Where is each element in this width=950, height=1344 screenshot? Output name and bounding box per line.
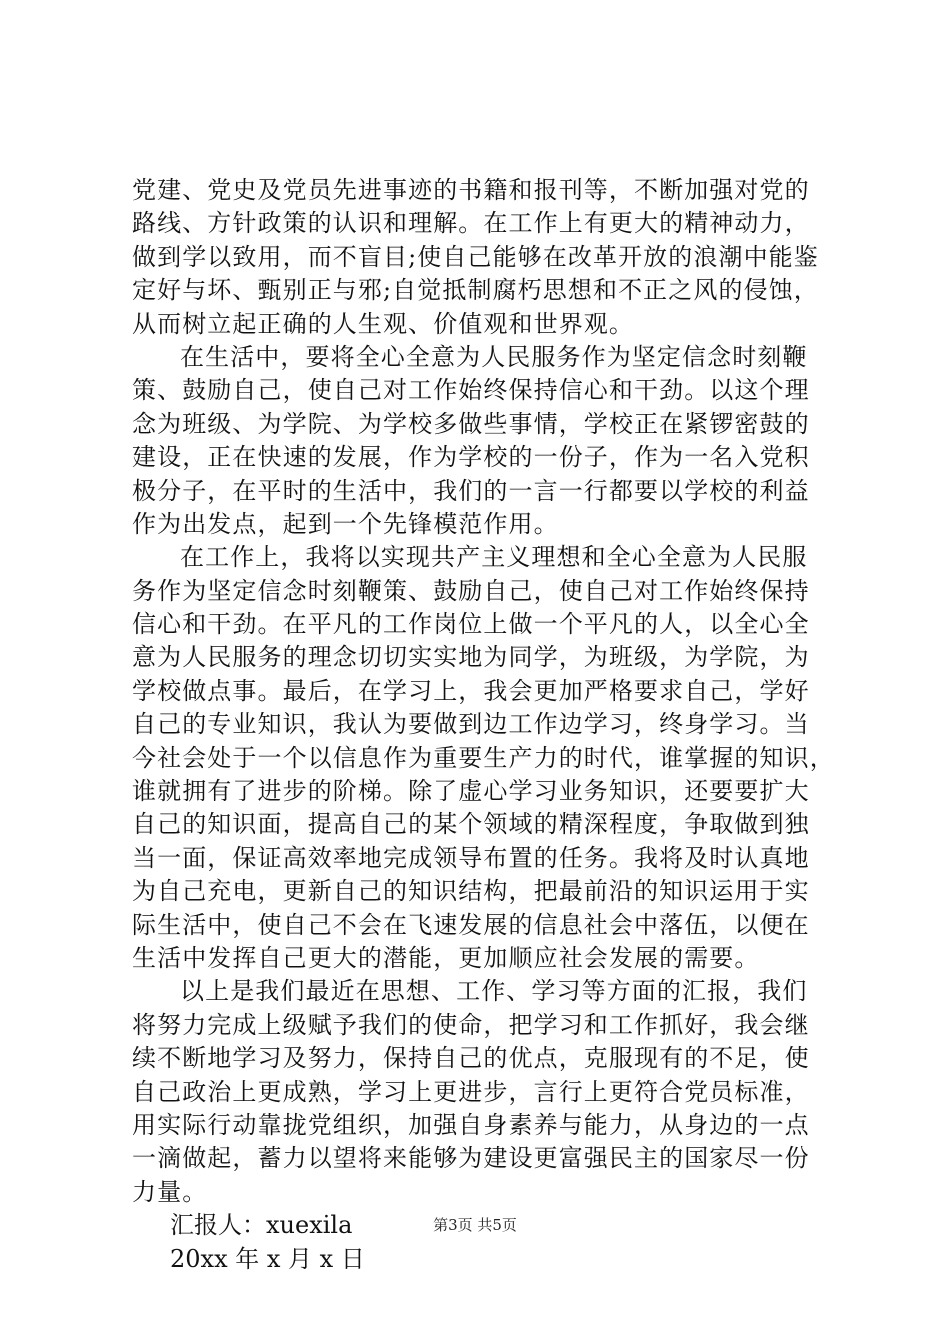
paragraph-3-line: 际生活中，使自己不会在飞速发展的信息社会中落伍，以便在 <box>132 910 810 939</box>
paragraph-3-line: 信心和干劲。在平凡的工作岗位上做一个平凡的人，以全心全 <box>132 610 810 639</box>
paragraph-3-line: 谁就拥有了进步的阶梯。除了虚心学习业务知识，还要要扩大 <box>132 777 810 806</box>
paragraph-3-line: 在工作上，我将以实现共产主义理想和全心全意为人民服 <box>180 543 808 572</box>
paragraph-4-line: 用实际行动靠拢党组织，加强自身素养与能力，从身边的一点 <box>132 1110 810 1139</box>
paragraph-2-line: 极分子，在平时的生活中，我们的一言一行都要以学校的利益 <box>132 476 810 505</box>
paragraph-4-line: 一滴做起，蓄力以望将来能够为建设更富强民主的国家尽一份 <box>132 1144 810 1173</box>
paragraph-4-line: 自己政治上更成熟，学习上更进步，言行上更符合党员标准， <box>132 1077 810 1106</box>
paragraph-1-line: 定好与坏、甄别正与邪;自觉抵制腐朽思想和不正之风的侵蚀， <box>132 276 819 305</box>
paragraph-1-line: 党建、党史及党员先进事迹的书籍和报刊等，不断加强对党的 <box>132 176 810 204</box>
paragraph-3-line: 生活中发挥自己更大的潜能，更加顺应社会发展的需要。 <box>132 943 760 972</box>
paragraph-1-line: 做到学以致用，而不盲目;使自己能够在改革开放的浪潮中能鉴 <box>132 242 819 271</box>
paragraph-1-line: 从而树立起正确的人生观、价值观和世界观。 <box>132 309 634 338</box>
paragraph-3-line: 为自己充电，更新自己的知识结构，把最前沿的知识运用于实 <box>132 877 810 906</box>
paragraph-4-line: 将努力完成上级赋予我们的使命，把学习和工作抓好，我会继 <box>132 1010 810 1039</box>
reporter-line: 汇报人：xuexila <box>170 1211 353 1240</box>
paragraph-4-line: 以上是我们最近在思想、工作、学习等方面的汇报，我们 <box>180 977 808 1006</box>
document-body <box>132 174 835 1276</box>
paragraph-3-line: 自己的知识面，提高自己的某个领域的精深程度，争取做到独 <box>132 810 810 839</box>
paragraph-3-line: 当一面，保证高效率地完成领导布置的任务。我将及时认真地 <box>132 843 810 872</box>
paragraph-2-line: 策、鼓励自己，使自己对工作始终保持信心和干劲。以这个理 <box>132 376 810 405</box>
paragraph-3-line: 今社会处于一个以信息作为重要生产力的时代，谁掌握的知识， <box>132 743 835 772</box>
paragraph-3-line: 学校做点事。最后，在学习上，我会更加严格要求自己，学好 <box>132 676 810 705</box>
paragraph-2-line: 建设，正在快速的发展，作为学校的一份子，作为一名入党积 <box>132 443 810 472</box>
paragraph-2-line: 作为出发点，起到一个先锋模范作用。 <box>132 509 559 538</box>
paragraph-2-line: 念为班级、为学院、为学校多做些事情，学校正在紧锣密鼓的 <box>132 409 810 438</box>
paragraph-1-line: 路线、方针政策的认识和理解。在工作上有更大的精神动力， <box>132 209 810 238</box>
paragraph-3-line: 务作为坚定信念时刻鞭策、鼓励自己，使自己对工作始终保持 <box>132 576 810 605</box>
paragraph-2-line: 在生活中，要将全心全意为人民服务作为坚定信念时刻鞭 <box>180 342 808 371</box>
page-footer: 第3页 共5页 <box>433 1216 517 1234</box>
paragraph-3-line: 自己的专业知识，我认为要做到边工作边学习，终身学习。当 <box>132 710 810 739</box>
paragraph-4-line: 力量。 <box>132 1177 208 1206</box>
date-line: 20xx 年 x 月 x 日 <box>170 1244 365 1273</box>
paragraph-4-line: 续不断地学习及努力，保持自己的优点，克服现有的不足，使 <box>132 1044 810 1073</box>
paragraph-3-line: 意为人民服务的理念切切实实地为同学，为班级，为学院，为 <box>132 643 810 672</box>
